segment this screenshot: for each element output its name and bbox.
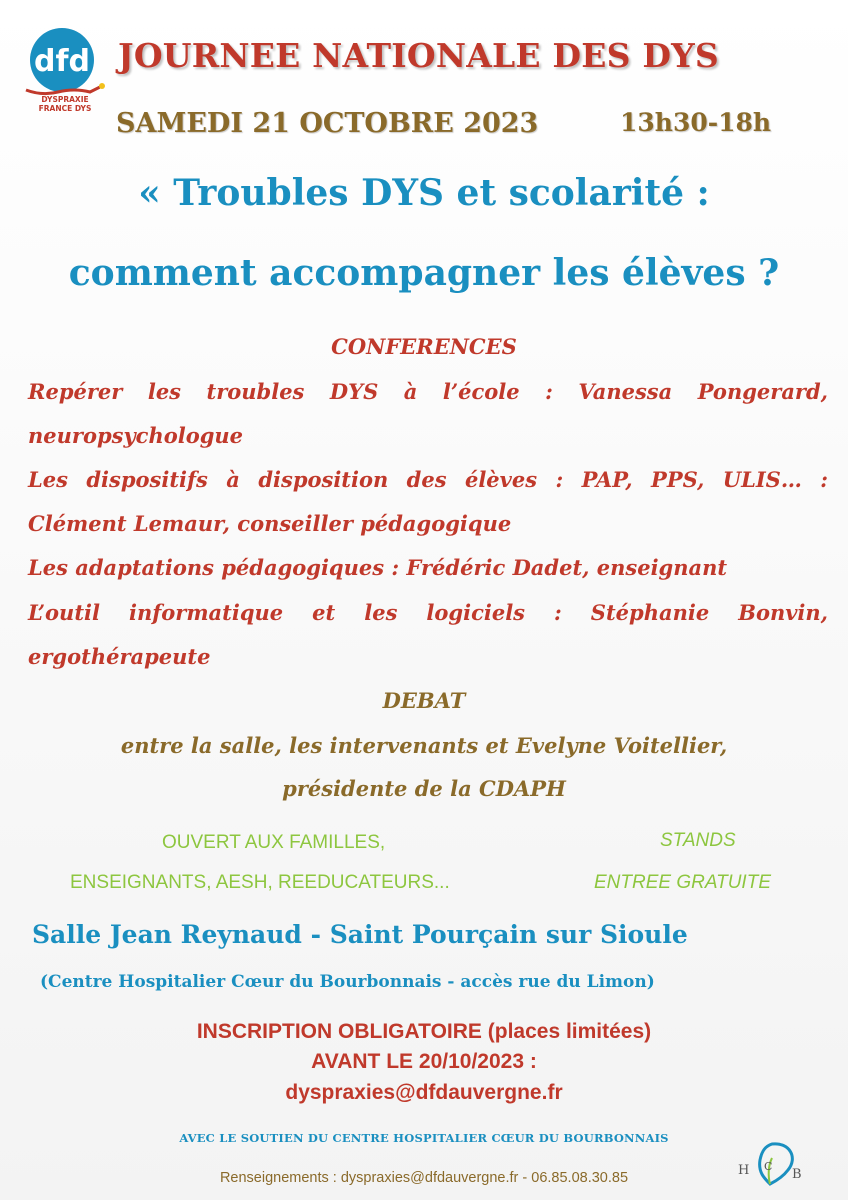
free-entry-label: ENTREE GRATUITE [594,872,771,893]
debate-line-2: présidente de la CDAPH [282,776,566,801]
conference-line: Repérer les troubles DYS à l’école : Vanessa Pongerard, [28,379,828,404]
svg-text:C: C [764,1160,773,1173]
conferences-heading: CONFERENCES [331,334,517,359]
debate-line-1: entre la salle, les intervenants et Evelyne Voitellier, [120,733,728,758]
conference-line: neuropsychologue [28,423,244,448]
logo-subtitle-2: FRANCE DYS [38,104,92,113]
support-notice: AVEC LE SOUTIEN DU CENTRE HOSPITALIER CŒUR DU BOURBONNAIS [179,1131,669,1145]
audience-line-1: OUVERT AUX FAMILLES, [162,832,386,853]
debate-heading: DEBAT [382,688,466,713]
logo-subtitle-1: DYSPRAXIE [41,95,89,104]
theme-line-2: comment accompagner les élèves ? [68,252,780,294]
registration-email[interactable]: dyspraxies@dfdauvergne.fr [285,1081,563,1104]
svg-text:B: B [792,1167,802,1182]
venue-detail: (Centre Hospitalier Cœur du Bourbonnais - accès rue du Limon) [40,972,655,992]
event-date: SAMEDI 21 OCTOBRE 2023 [116,108,539,139]
logo-text: dfd [33,44,91,79]
registration-required: INSCRIPTION OBLIGATOIRE (places limitées) [196,1020,652,1043]
conference-line: Les adaptations pédagogiques : Frédéric Dadet, enseignant [28,555,728,580]
contact-footer: Renseignements : dyspraxies@dfdauvergne.fr - 06.85.08.30.85 [219,1170,629,1186]
registration-deadline: AVANT LE 20/10/2023 : [311,1050,537,1073]
conference-line: Les dispositifs à disposition des élèves : PAP, PPS, ULIS… : [28,467,828,492]
theme-line-1: « Troubles DYS et scolarité : [138,172,710,214]
stands-label: STANDS [660,830,736,851]
conference-line: L’outil informatique et les logiciels : Stéphanie Bonvin, [28,600,828,625]
conference-line: Clément Lemaur, conseiller pédagogique [28,511,512,536]
venue-name: Salle Jean Reynaud - Saint Pourçain sur Sioule [32,920,688,949]
event-time: 13h30-18h [620,108,772,137]
hcb-logo-icon [734,1140,804,1186]
dfd-logo-icon [22,26,108,114]
event-title: JOURNEE NATIONALE DES DYS [118,36,719,75]
audience-line-2: ENSEIGNANTS, AESH, REEDUCATEURS... [70,872,450,893]
conference-line: ergothérapeute [28,644,211,669]
svg-text:H: H [738,1163,750,1178]
